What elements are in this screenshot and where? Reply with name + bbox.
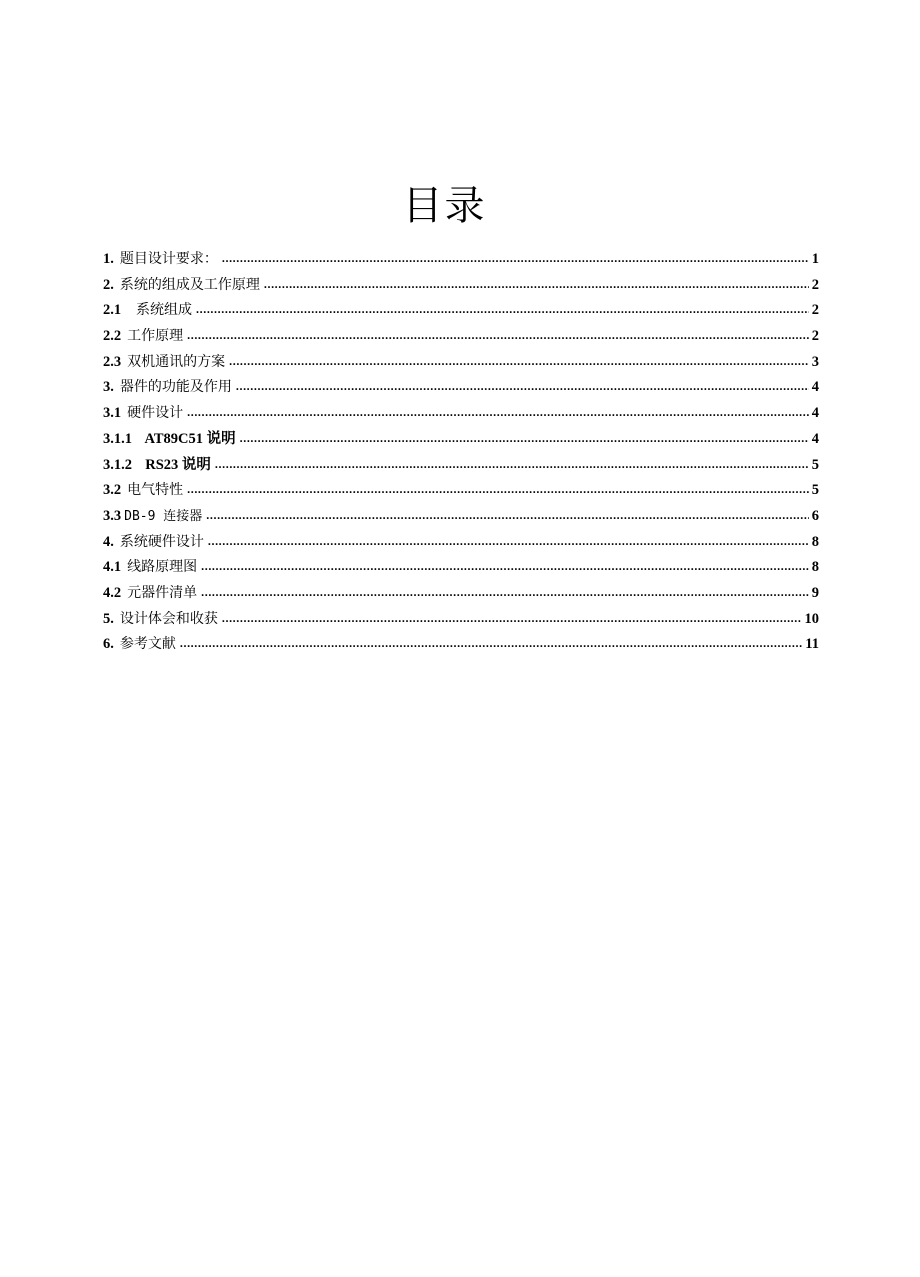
toc-leader-dots (240, 426, 809, 452)
toc-entry-title: AT89C51 说明 (138, 430, 236, 447)
toc-entry-number: 3.3 (103, 507, 122, 524)
toc-entry-title: 系统的组成及工作原理 (119, 276, 260, 293)
toc-entry[interactable] (103, 401, 819, 427)
toc-entry[interactable] (103, 427, 819, 453)
toc-entry-page: 2 (811, 302, 819, 319)
toc-entry[interactable] (103, 555, 819, 581)
toc-entry-title: RS23 说明 (138, 456, 211, 473)
toc-entry[interactable] (103, 453, 819, 479)
toc-entry-title: 系统组成 (127, 302, 193, 319)
toc-entry-number: 6. (103, 636, 114, 653)
toc-entry-number: 3. (103, 379, 114, 396)
toc-entry-title: 双机通讯的方案 (127, 353, 226, 370)
toc-entry[interactable] (103, 530, 819, 556)
toc-entry[interactable] (103, 247, 819, 273)
toc-entry-page: 6 (811, 507, 819, 524)
toc-entry-title: 设计体会和收获 (119, 610, 218, 627)
toc-entry-number: 2.1 (103, 302, 122, 319)
toc-list (103, 247, 819, 658)
toc-entry-page: 2 (811, 276, 819, 293)
toc-leader-dots (206, 503, 808, 529)
toc-entry[interactable] (103, 324, 819, 350)
toc-leader-dots (229, 349, 809, 375)
toc-leader-dots (187, 477, 809, 503)
toc-leader-dots (196, 297, 809, 323)
toc-entry-page: 4 (811, 430, 819, 447)
toc-entry-title: 题目设计要求： (119, 251, 218, 267)
toc-entry-number: 5. (103, 610, 114, 627)
toc-entry-title: 工作原理 (127, 328, 184, 345)
toc-entry-page: 8 (811, 533, 819, 550)
toc-entry-number: 1. (103, 251, 114, 267)
toc-entry-title: DB-9 连接器 (124, 508, 203, 524)
toc-entry-number: 4.1 (103, 559, 122, 576)
toc-entry-number: 2.2 (103, 328, 122, 345)
toc-leader-dots (187, 400, 809, 426)
toc-entry-title: 参考文献 (119, 636, 176, 653)
toc-entry-title: 系统硬件设计 (119, 533, 204, 550)
toc-entry[interactable] (103, 298, 819, 324)
toc-leader-dots (208, 529, 809, 555)
toc-entry-page: 4 (811, 379, 819, 396)
toc-entry[interactable] (103, 350, 819, 376)
toc-entry-page: 9 (811, 584, 819, 601)
toc-entry-title: 器件的功能及作用 (119, 379, 232, 396)
toc-entry[interactable] (103, 607, 819, 633)
toc-entry-title: 元器件清单 (127, 584, 198, 601)
toc-entry-number: 3.1.2 (103, 456, 132, 473)
toc-entry[interactable] (103, 581, 819, 607)
toc-entry-page: 1 (811, 251, 819, 267)
toc-entry-page: 3 (811, 353, 819, 370)
toc-entry-page: 5 (811, 482, 819, 499)
toc-entry[interactable] (103, 273, 819, 299)
toc-leader-dots (201, 580, 809, 606)
toc-entry-page: 11 (805, 636, 819, 653)
toc-leader-dots (215, 452, 809, 478)
toc-leader-dots (222, 606, 802, 632)
toc-entry-page: 10 (804, 610, 819, 627)
toc-entry-title: 线路原理图 (127, 559, 198, 576)
toc-entry-number: 2.3 (103, 353, 122, 370)
toc-entry[interactable] (103, 504, 819, 530)
toc-entry-number: 3.2 (103, 482, 122, 499)
toc-leader-dots (180, 631, 802, 657)
toc-entry-page: 8 (811, 559, 819, 576)
toc-leader-dots (187, 323, 809, 349)
toc-entry-number: 2. (103, 276, 114, 293)
toc-leader-dots (201, 554, 809, 580)
toc-leader-dots (222, 246, 809, 272)
toc-entry-title: 电气特性 (127, 482, 184, 499)
toc-entry[interactable] (103, 632, 819, 658)
toc-entry-number: 4.2 (103, 584, 122, 601)
toc-leader-dots (236, 374, 809, 400)
toc-leader-dots (264, 272, 809, 298)
toc-entry-page: 5 (811, 456, 819, 473)
toc-entry-number: 3.1 (103, 405, 122, 422)
toc-entry-page: 2 (811, 328, 819, 345)
toc-entry-page: 4 (811, 405, 819, 422)
toc-entry-title: 硬件设计 (127, 405, 184, 422)
toc-entry[interactable] (103, 478, 819, 504)
toc-title: 目录 (402, 183, 487, 229)
toc-entry-number: 4. (103, 533, 114, 550)
toc-entry-number: 3.1.1 (103, 430, 132, 447)
toc-entry[interactable] (103, 375, 819, 401)
